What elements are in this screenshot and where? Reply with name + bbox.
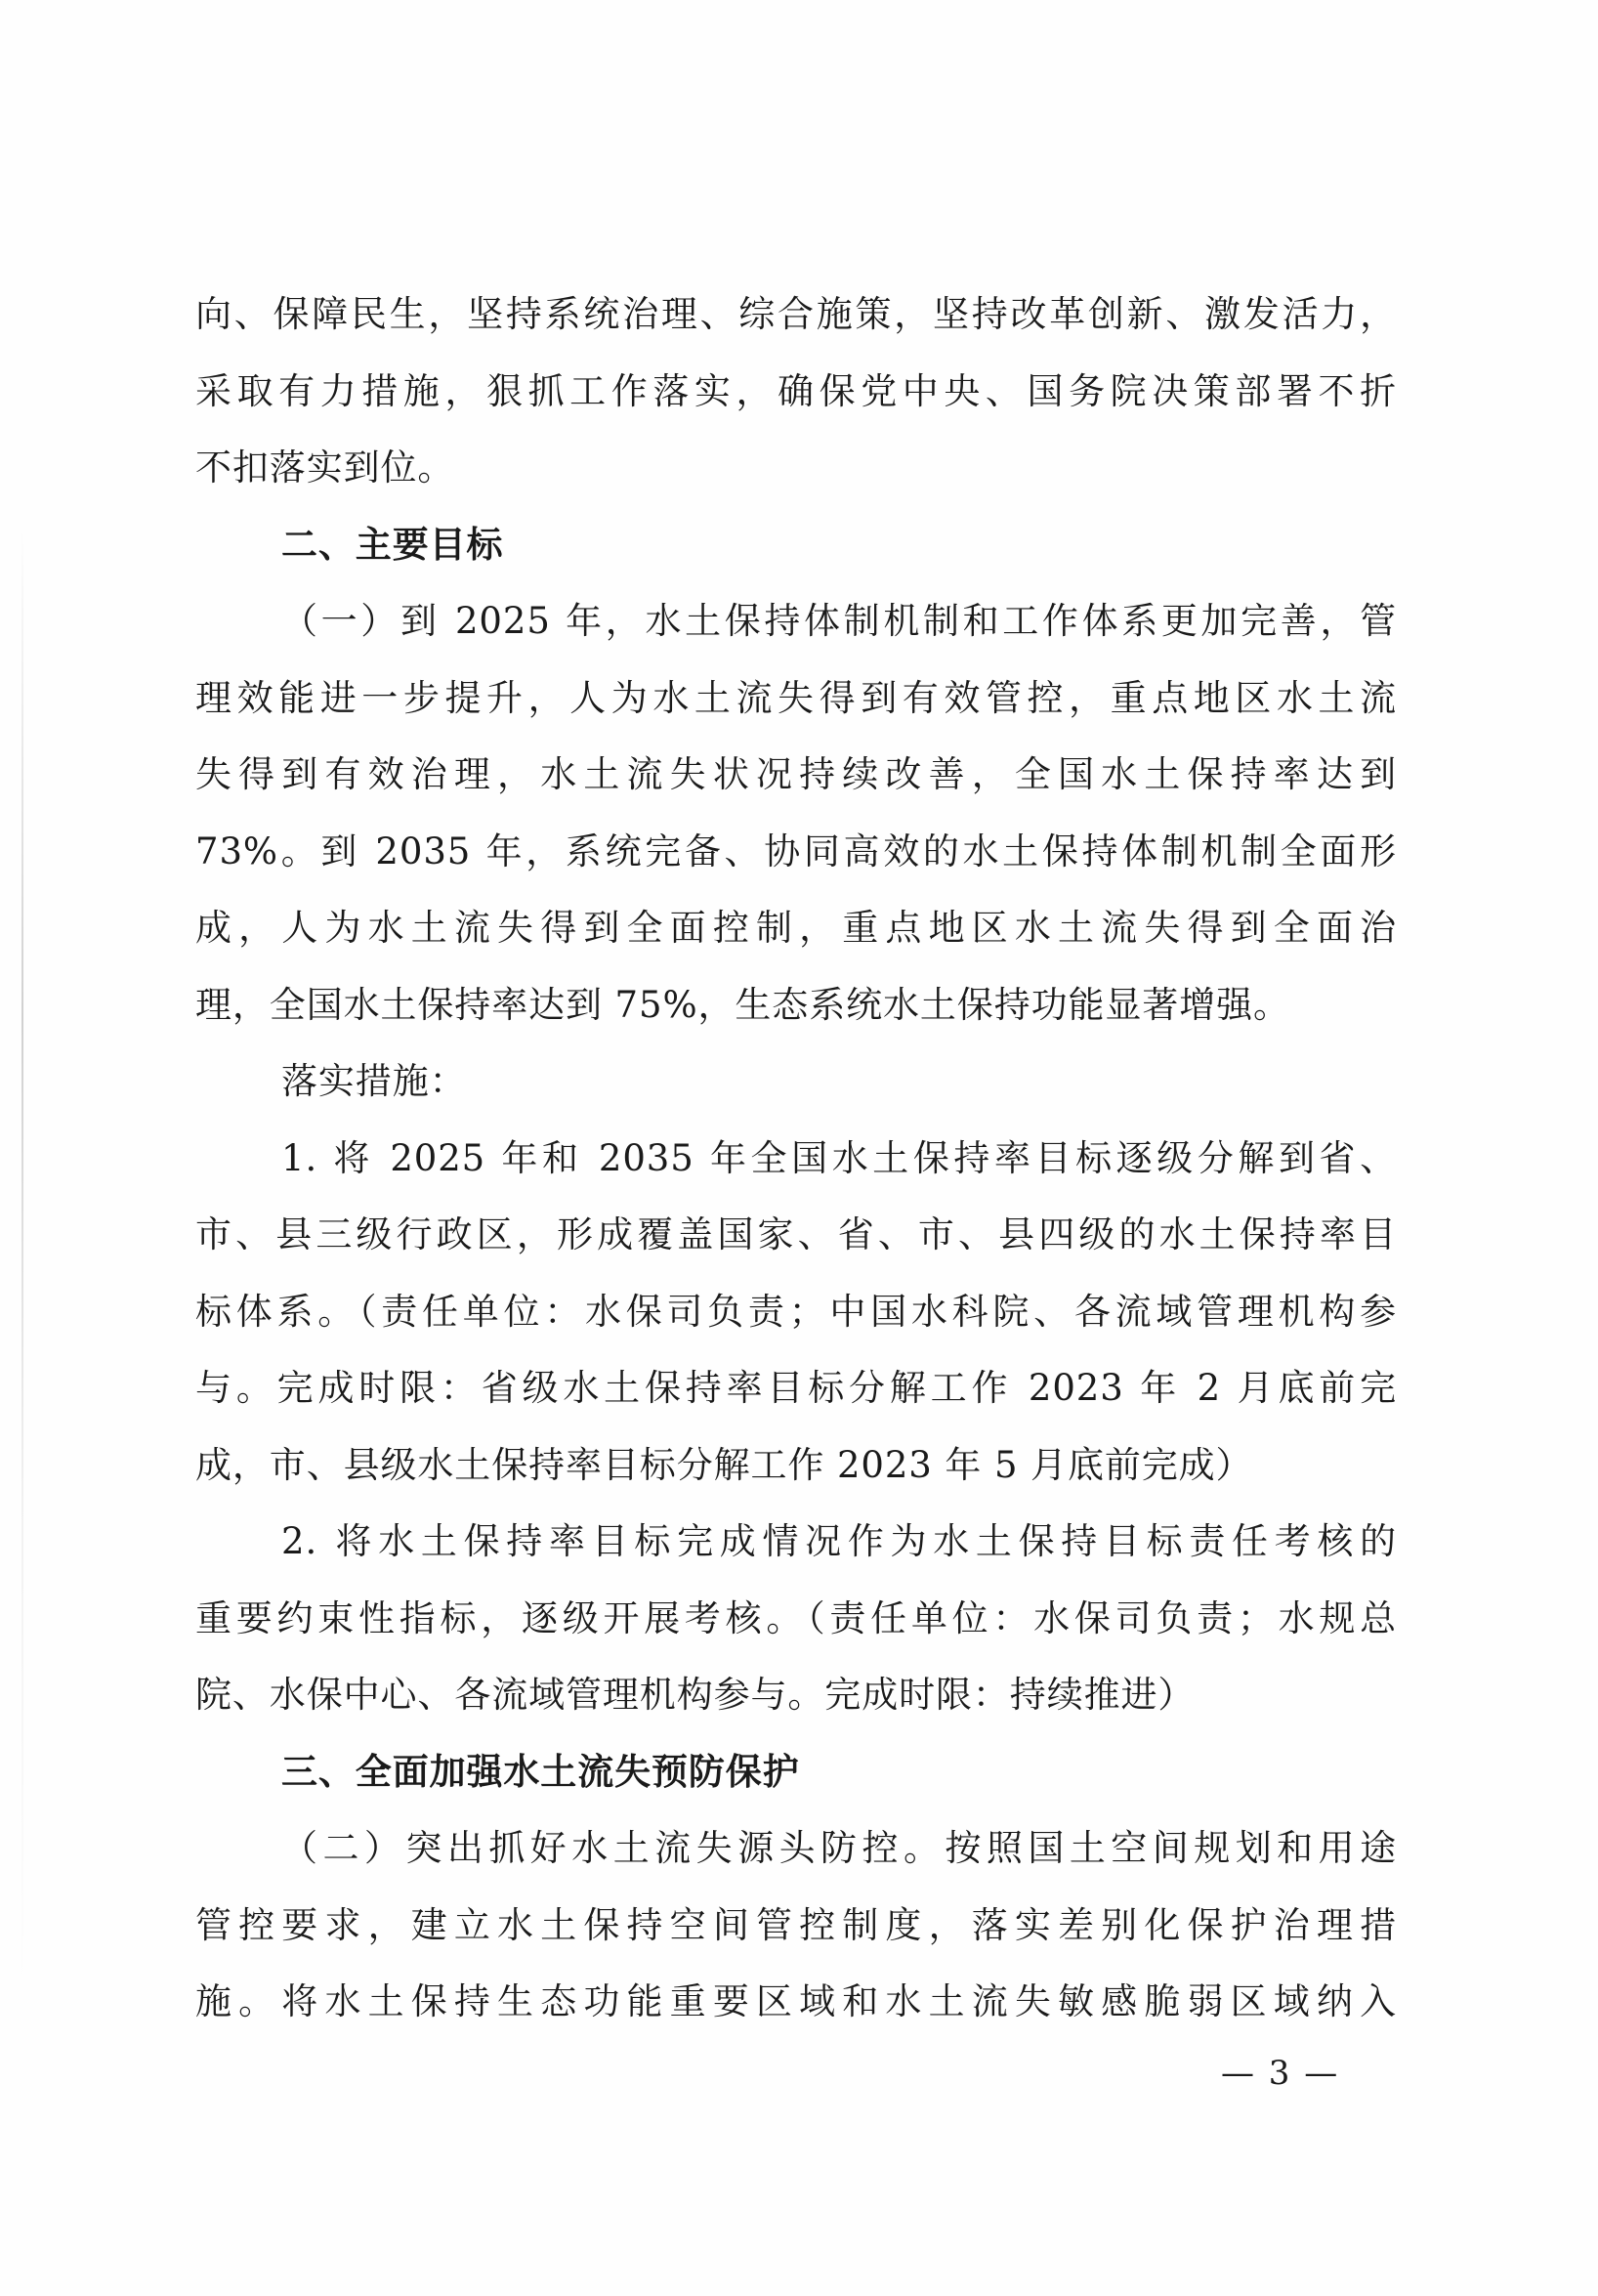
page-number: — 3 — (1221, 2054, 1340, 2093)
body-line: 2. 将水土保持率目标完成情况作为水土保持目标责任考核的 (281, 1520, 1397, 1562)
subheading-line: 落实措施： (281, 1060, 467, 1102)
body-line: 成，市、县级水土保持率目标分解工作 2023 年 5 月底前完成） (195, 1443, 1253, 1486)
body-line: 不扣落实到位。 (195, 446, 455, 489)
body-line: 73%。到 2035 年，系统完备、协同高效的水土保持体制机制全面形 (195, 829, 1397, 872)
scan-edge-shadow (21, 528, 23, 1993)
body-line: 理，全国水土保持率达到 75%，生态系统水土保持功能显著增强。 (195, 983, 1290, 1026)
body-line: 管控要求，建立水土保持空间管控制度，落实差别化保护治理措 (195, 1903, 1397, 1946)
body-line: 失得到有效治理，水土流失状况持续改善，全国水土保持率达到 (195, 753, 1397, 795)
body-line: 标体系。（责任单位：水保司负责；中国水科院、各流域管理机构参 (195, 1290, 1397, 1333)
section-heading: 三、全面加强水土流失预防保护 (281, 1750, 800, 1793)
body-line: （二）突出抓好水土流失源头防控。按照国土空间规划和用途 (281, 1827, 1397, 1869)
body-line: 与。完成时限：省级水土保持率目标分解工作 2023 年 2 月底前完 (195, 1367, 1397, 1409)
body-line: 施。将水土保持生态功能重要区域和水土流失敏感脆弱区域纳入 (195, 1980, 1397, 2022)
body-line: 市、县三级行政区，形成覆盖国家、省、市、县四级的水土保持率目 (195, 1213, 1397, 1255)
section-heading: 二、主要目标 (281, 523, 504, 566)
body-line: 成，人为水土流失得到全面控制，重点地区水土流失得到全面治 (195, 907, 1397, 949)
body-line: （一）到 2025 年，水土保持体制机制和工作体系更加完善，管 (281, 600, 1397, 642)
document-body (195, 276, 1397, 2041)
body-line: 采取有力措施，狠抓工作落实，确保党中央、国务院决策部署不折 (195, 369, 1397, 412)
body-line: 重要约束性指标，逐级开展考核。（责任单位：水保司负责；水规总 (195, 1596, 1397, 1639)
body-line: 理效能进一步提升，人为水土流失得到有效管控，重点地区水土流 (195, 676, 1397, 719)
body-line: 院、水保中心、各流域管理机构参与。完成时限：持续推进） (195, 1674, 1196, 1716)
body-line: 1. 将 2025 年和 2035 年全国水土保持率目标逐级分解到省、 (281, 1136, 1397, 1179)
body-line: 向、保障民生，坚持系统治理、综合施策，坚持改革创新、激发活力， (195, 293, 1397, 335)
